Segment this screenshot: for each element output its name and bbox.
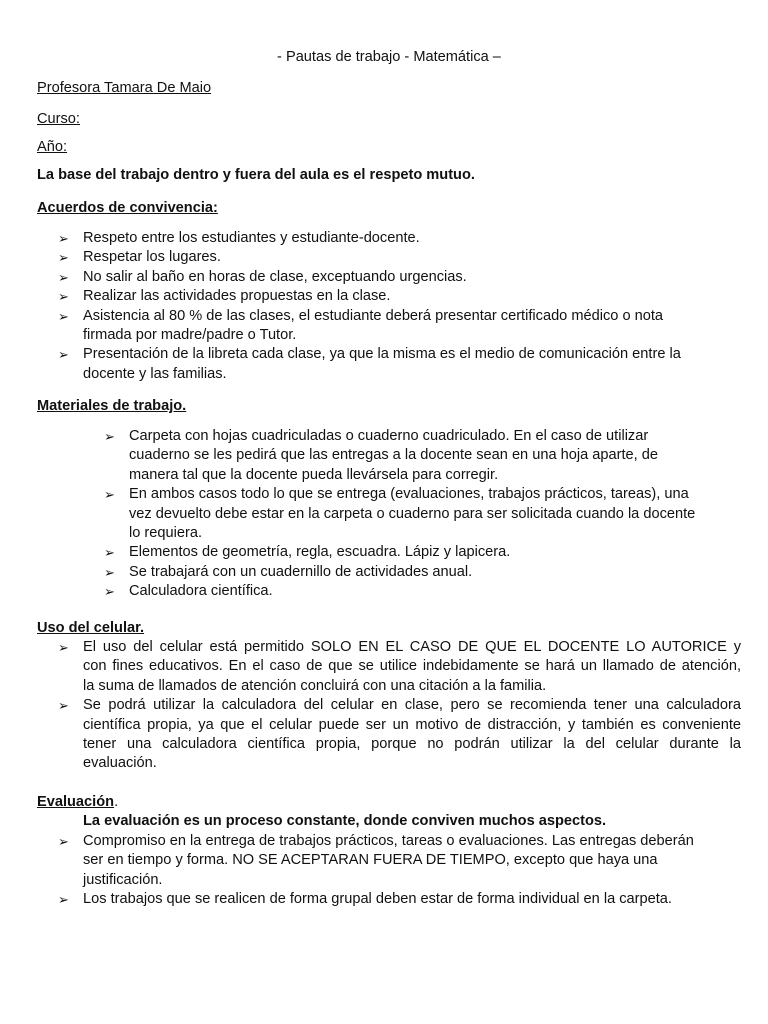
bullet-arrow-icon: ➢: [104, 545, 115, 561]
list-item-line: evaluación.: [83, 755, 157, 772]
list-item: [58, 696, 741, 774]
list-item-line: El uso del celular está permitido SOLO EN EL CASO DE QUE EL DOCENTE LO AUTORICE y: [83, 639, 741, 655]
list-item-line: con fines educativos. En el caso de que se utilice indebidamente se hará un llamado de atención,: [83, 658, 741, 675]
list-item-line: tener una calculadora científica propia, porque no podrán utilizar la del celular durante la: [83, 736, 741, 753]
materiales-list: [104, 427, 730, 602]
bullet-arrow-icon: ➢: [58, 250, 69, 266]
list-item: [58, 307, 718, 346]
bullet-arrow-icon: ➢: [58, 892, 69, 908]
list-item-line: lo requiera.: [129, 525, 203, 542]
evaluacion-heading: Evaluación: [37, 794, 115, 810]
list-item: [58, 638, 741, 696]
list-item: [58, 832, 741, 890]
evaluacion-subheading: La evaluación es un proceso constante, donde conviven muchos aspectos.: [83, 813, 607, 829]
acuerdos-list: [58, 229, 718, 384]
list-item-line: cuaderno se les pedirá que las entregas a la docente sean en una hoja aparte, de: [129, 447, 659, 464]
list-item-line: manera tal que la docente pueda llevársela para corregir.: [129, 466, 499, 483]
list-item-line: Asistencia al 80 % de las clases, el estudiante deberá presentar certificado médico o nota: [83, 307, 664, 324]
list-item-line: Elementos de geometría, regla, escuadra. Lápiz y lapicera.: [129, 544, 511, 561]
list-item: [104, 563, 730, 582]
list-item-line: vez devuelto debe estar en la carpeta o cuaderno para ser solicitada cuando la docente: [129, 505, 696, 522]
list-item-line: Respetar los lugares.: [83, 249, 221, 266]
list-item-line: científica propia, ya que el celular puede ser un motivo de distracción, y también es conveniente: [83, 716, 741, 733]
evaluacion-heading-line: [37, 793, 118, 812]
bullet-arrow-icon: ➢: [58, 231, 69, 246]
acuerdos-heading: Acuerdos de convivencia:: [37, 200, 218, 216]
document-title: - Pautas de trabajo - Matemática –: [277, 49, 501, 65]
list-item-line: Calculadora científica.: [129, 583, 273, 600]
evaluacion-list: [58, 832, 741, 910]
list-item-line: Se trabajará con un cuadernillo de actividades anual.: [129, 563, 473, 580]
bullet-arrow-icon: ➢: [58, 834, 69, 849]
bullet-arrow-icon: ➢: [58, 347, 69, 363]
list-item-line: Compromiso en la entrega de trabajos prácticos, tareas o evaluaciones. Las entregas deberán: [83, 833, 694, 849]
list-item: [58, 287, 718, 306]
list-item-line: firmada por madre/padre o Tutor.: [83, 327, 297, 344]
base-statement: La base del trabajo dentro y fuera del aula es el respeto mutuo.: [37, 167, 475, 183]
list-item: [58, 268, 718, 287]
bullet-arrow-icon: ➢: [104, 429, 115, 444]
bullet-arrow-icon: ➢: [58, 698, 69, 714]
list-item: [104, 543, 730, 562]
course-label: Curso:: [37, 111, 80, 127]
list-item-line: Respeto entre los estudiantes y estudiante-docente.: [83, 230, 420, 246]
list-item-line: No salir al baño en horas de clase, exceptuando urgencias.: [83, 268, 467, 285]
bullet-arrow-icon: ➢: [58, 269, 69, 285]
list-item: [58, 229, 718, 248]
bullet-arrow-icon: ➢: [58, 289, 69, 305]
celular-heading: Uso del celular.: [37, 620, 145, 636]
list-item: [58, 345, 718, 384]
evaluacion-heading-suffix: .: [114, 794, 119, 810]
bullet-arrow-icon: ➢: [58, 640, 69, 655]
bullet-arrow-icon: ➢: [104, 564, 115, 580]
year-label: Año:: [37, 139, 68, 155]
list-item-line: justificación.: [83, 871, 163, 888]
list-item: [104, 427, 730, 485]
teacher-name: Profesora Tamara De Maio: [37, 80, 212, 96]
list-item-line: Carpeta con hojas cuadriculadas o cuaderno cuadriculado. En el caso de utilizar: [129, 428, 649, 444]
list-item-line: la suma de llamados de atención concluirá con una citación a la familia.: [83, 677, 547, 694]
list-item: [104, 582, 730, 601]
list-item-line: ser en tiempo y forma. NO SE ACEPTARAN FUERA DE TIEMPO, excepto que haya una: [83, 852, 658, 869]
list-item-line: Los trabajos que se realicen de forma grupal deben estar de forma individual en la carpeta.: [83, 891, 672, 908]
bullet-arrow-icon: ➢: [58, 308, 69, 324]
bullet-arrow-icon: ➢: [104, 487, 115, 503]
materiales-heading: Materiales de trabajo.: [37, 398, 187, 414]
list-item: [58, 890, 741, 909]
list-item: [58, 248, 718, 267]
list-item-line: docente y las familias.: [83, 365, 227, 382]
list-item-line: Presentación de la libreta cada clase, ya que la misma es el medio de comunicación entre la: [83, 346, 681, 363]
celular-list: [58, 638, 741, 774]
list-item-line: Se podrá utilizar la calculadora del celular en clase, pero se recomienda tener una calculadora: [83, 697, 741, 714]
list-item: [104, 485, 730, 543]
list-item-line: En ambos casos todo lo que se entrega (evaluaciones, trabajos prácticos, tareas), una: [129, 486, 689, 503]
bullet-arrow-icon: ➢: [104, 584, 115, 600]
list-item-line: Realizar las actividades propuestas en la clase.: [83, 288, 391, 305]
